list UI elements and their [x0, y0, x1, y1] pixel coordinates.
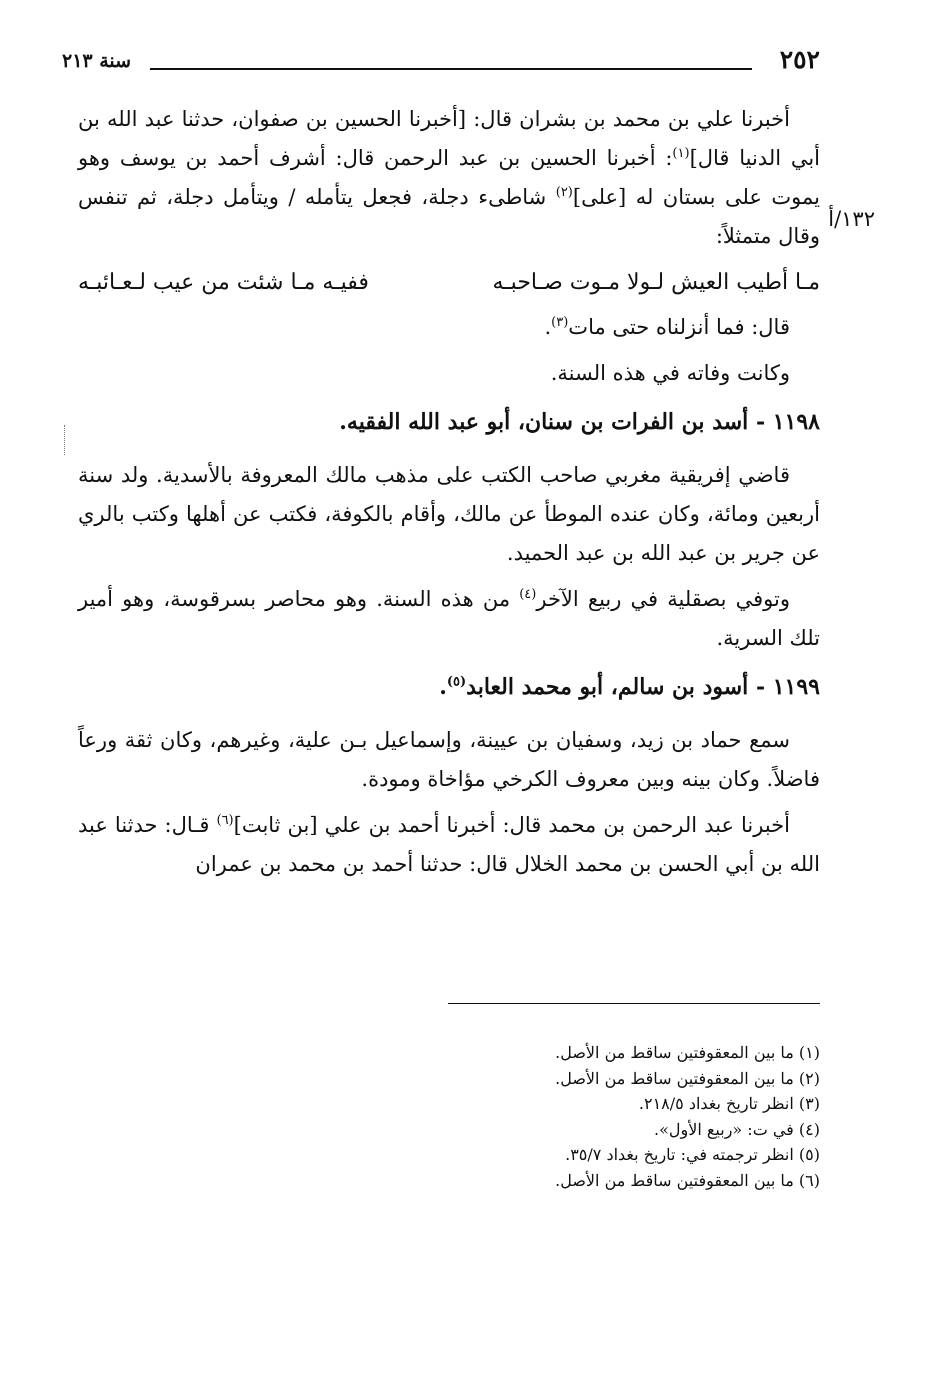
paragraph-text: : أخبرنا الحسين بن عبد الرحمن قال: أشرف أحمد بن يوسف وهو يموت على بستان له [على] [78, 146, 820, 209]
footnote-ref-3[interactable]: (٣) [551, 315, 569, 330]
footnote-ref-1[interactable]: (١) [672, 146, 690, 161]
footnote-1: (١) ما بين المعقوفتين ساقط من الأصل. [555, 1043, 820, 1062]
paragraph-until-death [78, 308, 820, 347]
poetry-verse [78, 263, 820, 302]
paragraph-asad-bio: قاضي إفريقية مغربي صاحب الكتب على مذهب مالك المعروفة بالأسدية. ولد سنة أربعين ومائة، وكان عنده الموطأ عن مالك، وأقام بالكوفة، فكتب عن أهلها وكتب بالري عن جرير بن عبد الله بن عبد الحميد. [78, 463, 820, 565]
footnote-6: (٦) ما بين المعقوفتين ساقط من الأصل. [555, 1170, 820, 1190]
paragraph-death-year: وكانت وفاته في هذه السنة. [550, 361, 790, 385]
paragraph-asad-death [78, 580, 820, 658]
main-text [78, 100, 820, 891]
paragraph-isnad-1 [78, 100, 820, 256]
paragraph-isnad-2 [78, 806, 820, 884]
paragraph-text: وتوفي بصقلية في ربيع الآخر [536, 587, 790, 611]
margin-folio-reference: ١٣٢/أ [828, 207, 875, 231]
paragraph-text: من هذه السنة. وهو محاصر بسرقوسة، وهو أمير تلك السرية. [78, 587, 820, 650]
footnote-2: (٢) ما بين المعقوفتين ساقط من الأصل. [555, 1068, 820, 1088]
paragraph-text: قال: فما أنزلناه حتى مات [568, 315, 790, 339]
entry-title-end: . [439, 674, 447, 700]
paragraph-text: شاطىء دجلة، فجعل يتأمله / ويتأمل دجلة، ثم تنفس وقال متمثلاً: [78, 185, 820, 248]
footnote-4: (٤) في ت: «ربيع الأول». [654, 1119, 820, 1139]
paragraph-text: أخبرنا عبد الرحمن بن محمد قال: أخبرنا أحمد بن علي [بن ثابت] [233, 813, 790, 837]
running-head: سنة ٢١٣ [62, 50, 132, 72]
paragraph-text: . [544, 315, 552, 339]
paragraph-aswad-bio: سمع حماد بن زيد، وسفيان بن عيينة، وإسماعيل بـن علية، وغيرهم، وكان ثقة ورعاً فاضلاً. وكان بينه وبين معروف الكرخي مؤاخاة ومودة. [78, 728, 820, 791]
verse-second-hemistich: ففيـه مـا شئت من عيب لـعـائبـه [78, 270, 369, 295]
page-header [62, 42, 820, 82]
paragraph-text: أخبرنا علي بن محمد بن بشران قال: [أخبرنا الحسين بن صفوان، حدثنا عبد الله بن أبي الدنيا قال] [78, 107, 820, 170]
page-number: ٢٥٢ [779, 45, 820, 74]
footnote-ref-6[interactable]: (٦) [216, 813, 234, 828]
footnote-ref-4[interactable]: (٤) [519, 587, 537, 602]
footnote-5: (٥) انظر ترجمته في: تاريخ بغداد ٣٥/٧. [565, 1145, 820, 1164]
scan-speck [64, 425, 67, 455]
header-rule [150, 68, 752, 70]
entry-title-text: ١١٩٩ - أسود بن سالم، أبو محمد العابد [466, 674, 820, 700]
footnote-ref-2[interactable]: (٢) [555, 185, 573, 200]
footnote-3: (٣) انظر تاريخ بغداد ٢١٨/٥. [638, 1094, 820, 1113]
paragraph-text: قـال: حدثنا عبد الله بن أبي الحسن بن محمد الخلال قال: حدثنا أحمد بن محمد بن عمران [78, 813, 820, 876]
footnote-separator [448, 1003, 820, 1004]
verse-first-hemistich: مـا أطيب العيش لـولا مـوت صـاحبـه [492, 270, 820, 295]
entry-title-1198: ١١٩٨ - أسد بن الفرات بن سنان، أبو عبد الله الفقيه. [339, 409, 820, 435]
entry-title-1199 [78, 668, 820, 707]
footnote-ref-5[interactable]: (٥) [446, 674, 467, 690]
footnotes [220, 1040, 820, 1193]
